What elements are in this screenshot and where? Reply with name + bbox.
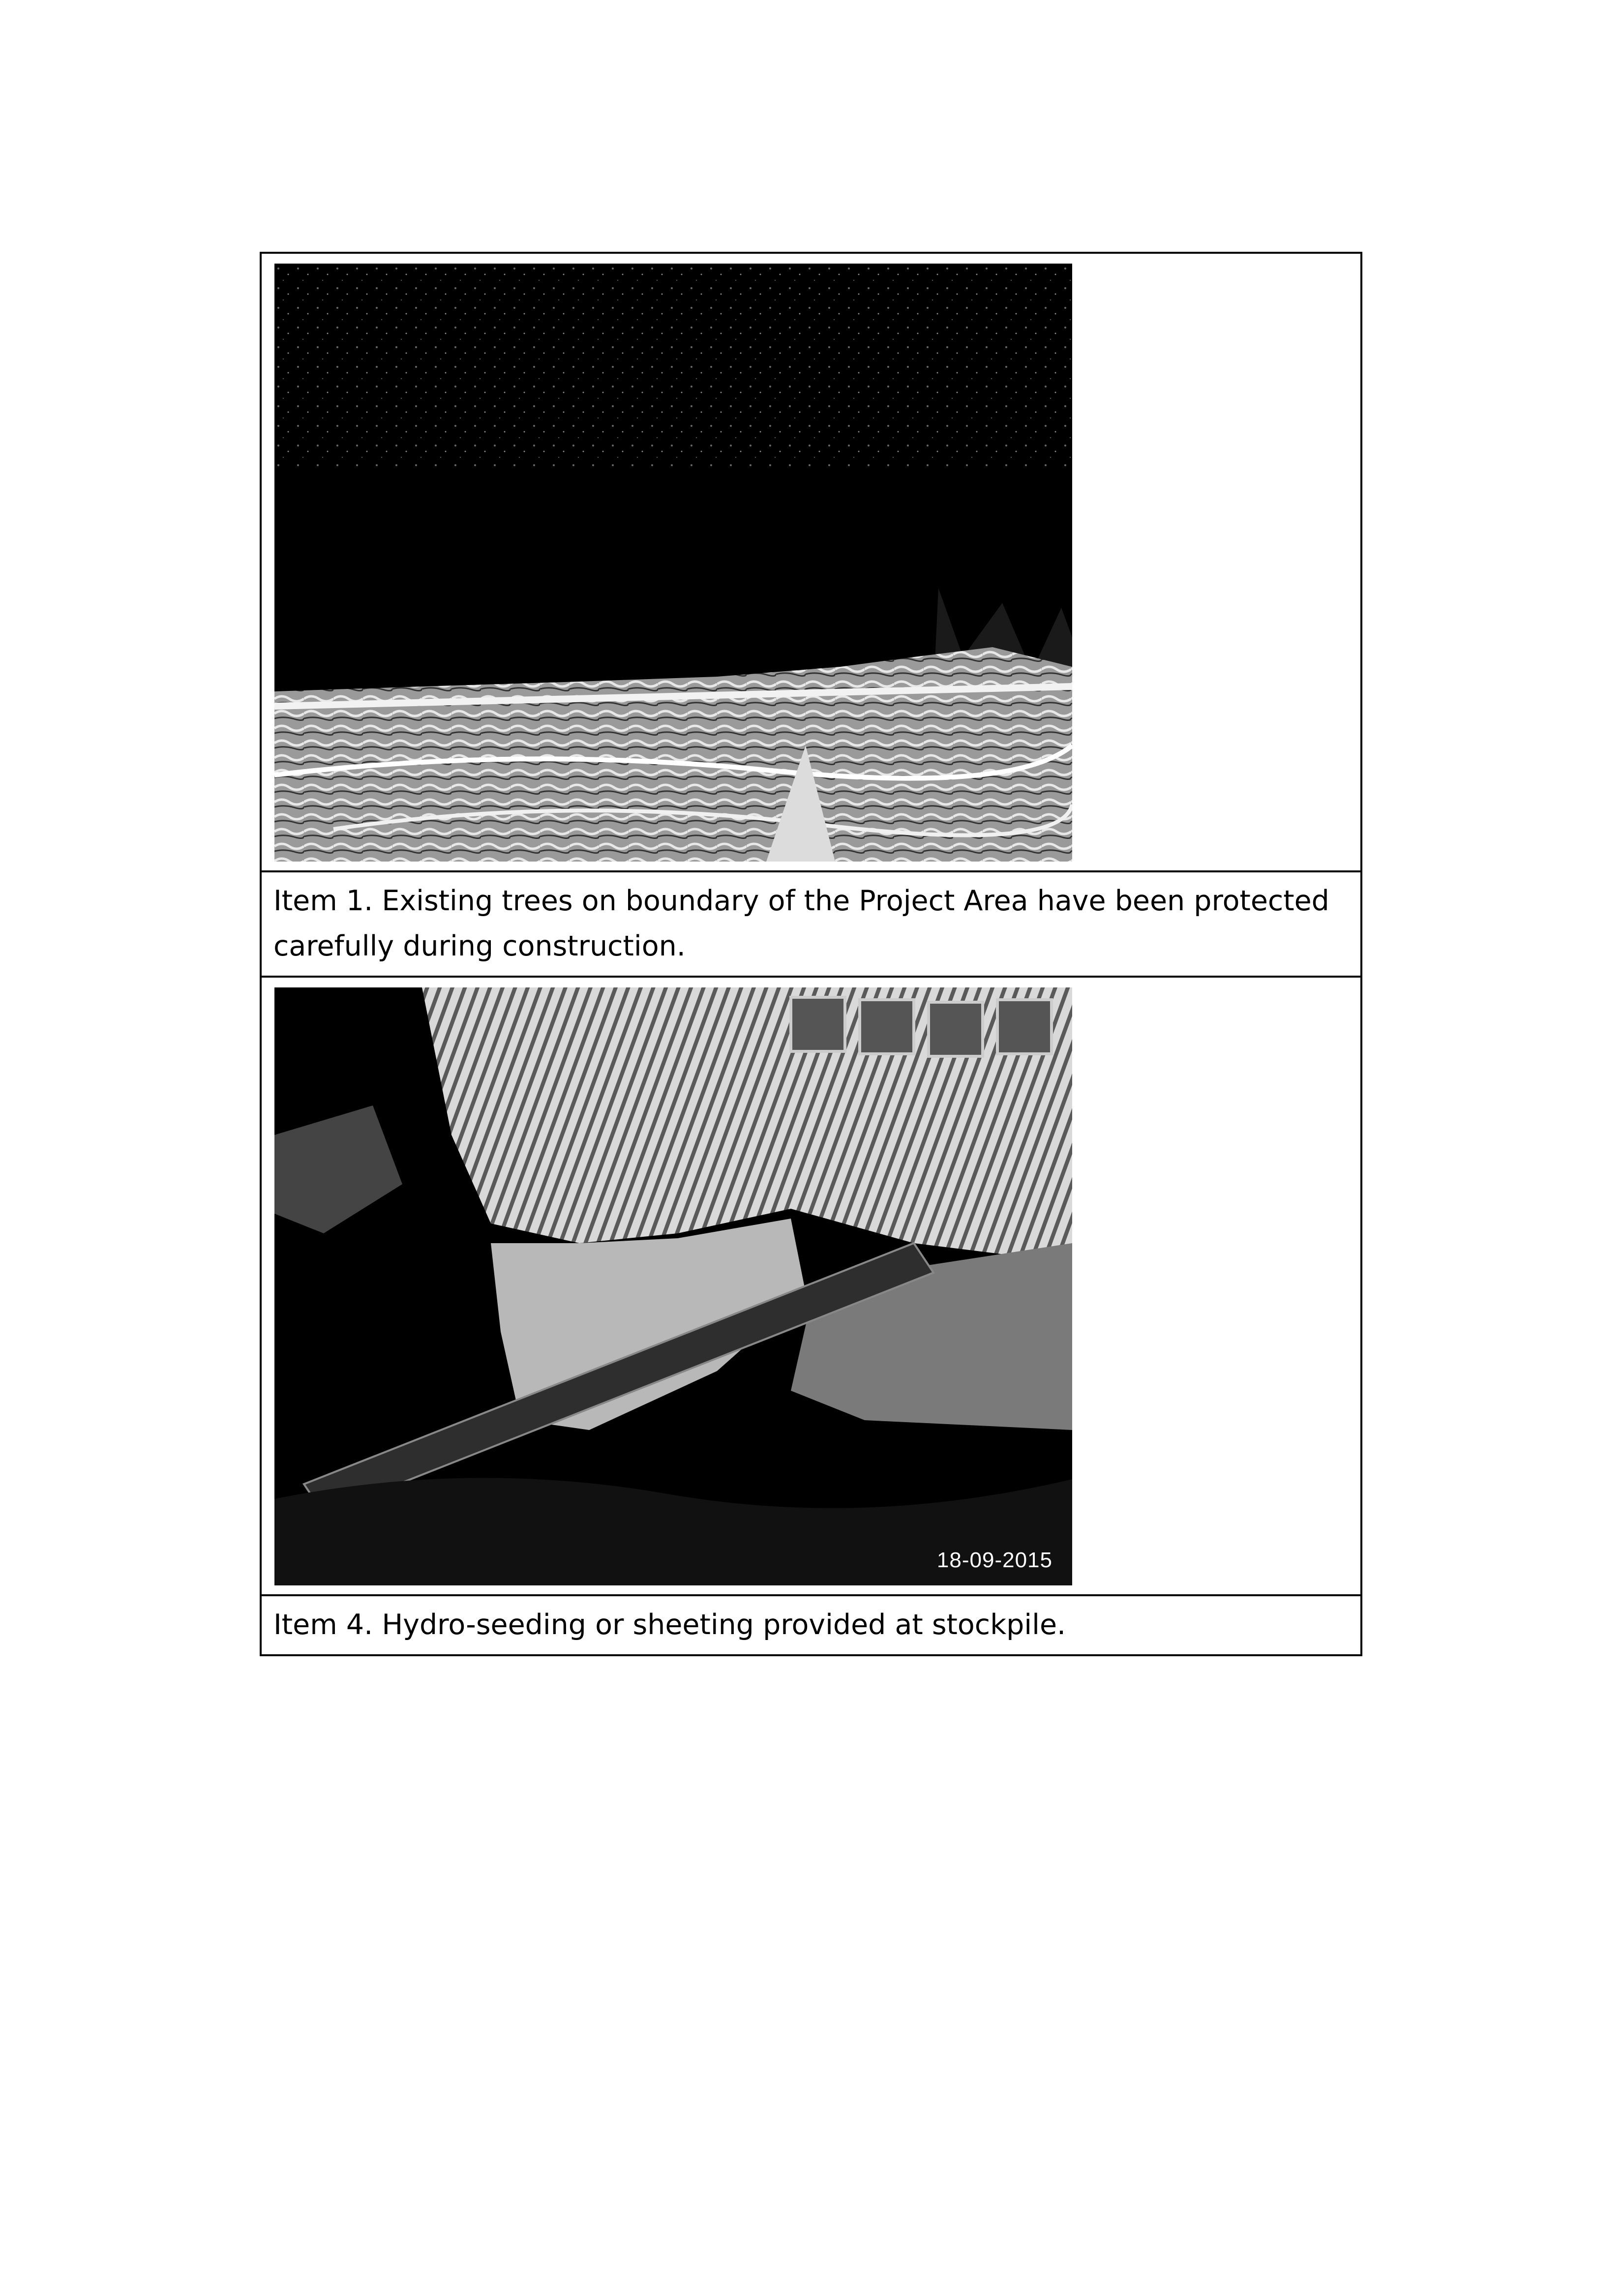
photo-record-table: [260, 252, 1362, 1656]
photo-timestamp: 18-09-2015: [936, 1548, 1053, 1572]
photo-row-item-1: [262, 254, 1360, 872]
caption-item-4: Item 4. Hydro-seeding or sheeting provided at stockpile.: [273, 1609, 1066, 1641]
photo-stockpile-sheeting: [274, 987, 1072, 1585]
photo-row-item-4: [262, 978, 1360, 1596]
photo-stockpile-graphic: [274, 987, 1072, 1585]
caption-item-1: Item 1. Existing trees on boundary of the Project Area have been protected carefully during construction.: [262, 872, 1360, 978]
photo-trees-graphic: [274, 264, 1072, 862]
photo-trees-boundary: [274, 264, 1072, 862]
